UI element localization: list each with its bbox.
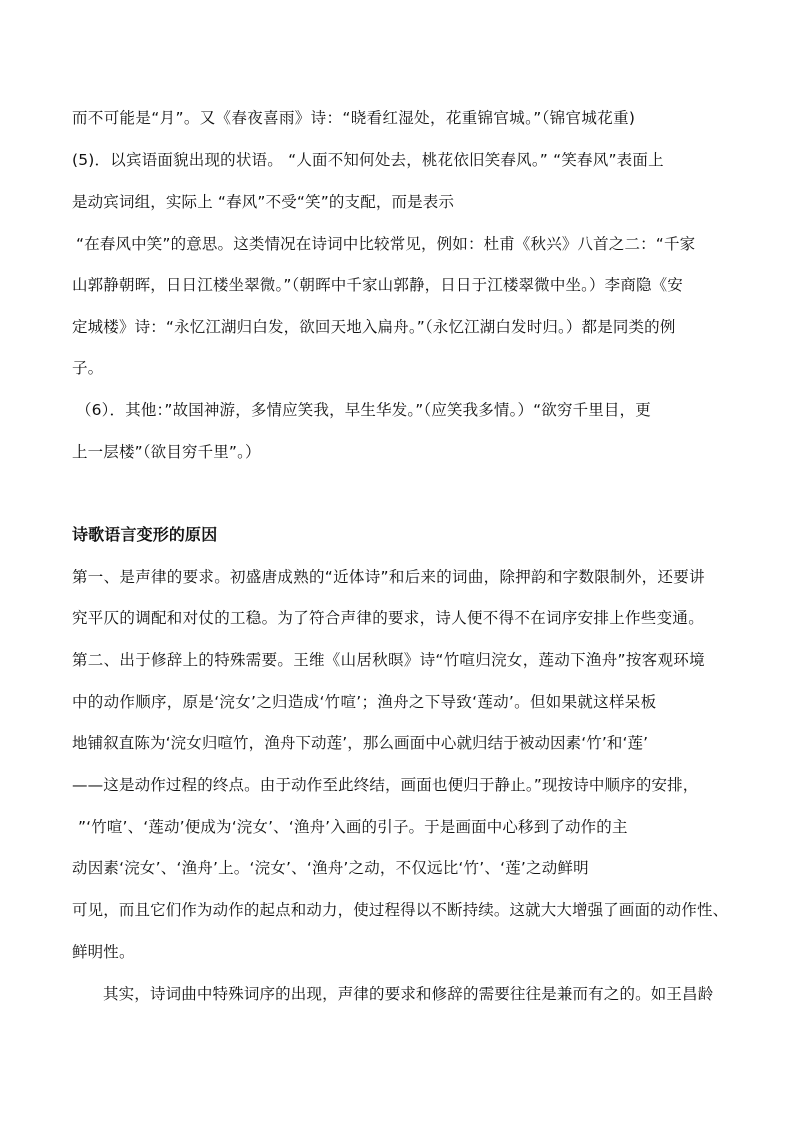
text-line: 第二、出于修辞上的特殊需要。王维《山居秋暝》诗“竹喧归浣女，莲动下渔舟”按客观环境: [72, 651, 705, 669]
text-line: 定城楼》诗：“永忆江湖归白发，欲回天地入扁舟。”（永忆江湖白发时归。）都是同类的例: [72, 318, 676, 336]
text-line: 是动宾词组，实际上 “春风”不受“笑”的支配，而是表示: [72, 193, 455, 211]
text-line: 动因素‘浣女’、‘渔舟’上。‘浣女’、‘渔舟’之动，不仅远比‘竹’、‘莲’之动鲜明: [72, 859, 589, 877]
text-line: “在春风中笑”的意思。这类情况在诗词中比较常见，例如：杜甫《秋兴》八首之二：“千家: [76, 235, 696, 253]
text-line: （6）．其他：”故国神游，多情应笑我，早生华发。”（应笑我多情。）“欲穷千里目，更: [76, 401, 651, 419]
text-line: 上一层楼”（欲目穷千里”。）: [72, 443, 261, 461]
text-line: ——这是动作过程的终点。由于动作至此终结，画面也便归于静止。”现按诗中顺序的安排，: [72, 776, 699, 794]
text-line: 中的动作顺序，原是‘浣女’之归造成‘竹喧’；渔舟之下导致‘莲动’。但如果就这样呆板: [72, 693, 657, 711]
text-line: 可见，而且它们作为动作的起点和动力，使过程得以不断持续。这就大大增强了画面的动作性、: [72, 901, 729, 919]
text-line: 其实，诗词曲中特殊词序的出现，声律的要求和修辞的需要往往是兼而有之的。如王昌龄: [103, 985, 714, 1003]
text-line: 究平仄的调配和对仗的工稳。为了符合声律的要求，诗人便不得不在词序安排上作些变通。: [72, 609, 705, 627]
text-line: 第一、是声律的要求。初盛唐成熟的“近体诗”和后来的词曲，除押韵和字数限制外，还要讲: [72, 568, 705, 586]
section-heading: 诗歌语言变形的原因: [72, 525, 218, 544]
text-line: (5)．以宾语面貌出现的状语。 “人面不知何处去，桃花依旧笑春风。” “笑春风”表面上: [72, 151, 664, 169]
text-line: 山郭静朝晖，日日江楼坐翠微。”（朝晖中千家山郭静，日日于江楼翠微中坐。）李商隐《安: [72, 276, 683, 294]
text-line: 而不可能是“月”。又《春夜喜雨》诗：“晓看红湿处，花重锦官城。”（锦官城花重): [72, 109, 636, 127]
text-line: 子。: [72, 359, 104, 377]
text-line: 鲜明性。: [72, 943, 135, 961]
text-line: 地铺叙直陈为‘浣女归喧竹，渔舟下动莲’，那么画面中心就归结于被动因素‘竹’和‘莲’: [72, 734, 649, 752]
text-line: ”‘竹喧’、‘莲动’便成为‘浣女’、‘渔舟’入画的引子。于是画面中心移到了动作的主: [78, 818, 628, 836]
